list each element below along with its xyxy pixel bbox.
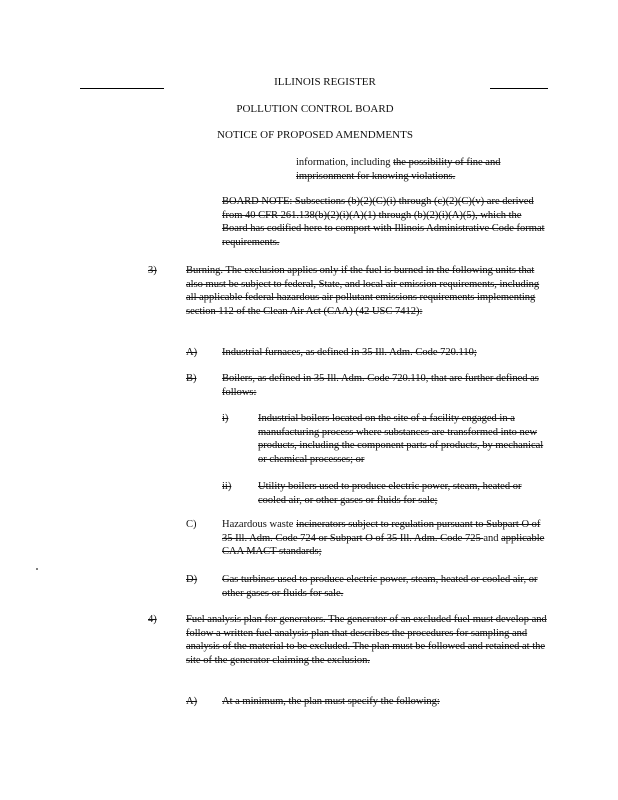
header-rule-left	[80, 88, 164, 89]
margin-mark	[36, 568, 38, 570]
continuation-text-struck: the possibility of fine and imprisonment for knowing violations.	[296, 157, 501, 182]
register-title: ILLINOIS REGISTER	[274, 76, 376, 88]
item3-number: 3)	[148, 265, 157, 276]
item3-C-text-b: incinerators subject to regulation pursuant to Subpart O of 35 Ill. Adm. Code 724 or Subpart O of 35 Ill. Adm. Code 725	[222, 519, 541, 544]
item4-A-text-b: the plan must specify the following:	[288, 696, 440, 707]
item3-A-text: Industrial furnaces, as defined in 35 Ill. Adm. Code 720.110;	[222, 347, 477, 358]
item4-A-label: A)	[186, 696, 198, 707]
item3-B-ii-label: ii)	[222, 481, 232, 492]
item3-C-text-a: Hazardous waste	[222, 519, 297, 530]
item3-C-text	[222, 518, 546, 559]
board-note	[222, 195, 546, 249]
item4-number: 4)	[148, 614, 157, 625]
item3-text-content: Burning. The exclusion applies only if the fuel is burned in the following units that also must be subject to federal, State, and local air emission requirements, including all applicable federal hazardous air pollutant emissions requirements implementing section 112 of the Clean Air Act (CAA) (42 USC 7412):	[186, 265, 540, 317]
item3-C-text-c: and	[483, 532, 502, 544]
continuation-paragraph	[296, 156, 546, 183]
item3-C-label: C)	[186, 519, 197, 530]
item3-B-ii-text: Utility boilers used to produce electric power, steam, heated or cooled air, or other gases or fluids for sale;	[258, 481, 522, 506]
item4-A-text	[222, 695, 546, 709]
item3-B-i-text: Industrial boilers located on the site of a facility engaged in a manufacturing process where substances are transformed into new products, including the component parts of products, by mechanical or chemical processes; or	[258, 413, 544, 465]
item3-A-label: A)	[186, 347, 198, 358]
item3-D-label: D)	[186, 574, 198, 585]
board-title: POLLUTION CONTROL BOARD	[236, 103, 394, 115]
item3-B-i-label: i)	[222, 413, 229, 424]
item4-text: Fuel analysis plan for generators. The generator of an excluded fuel must develop and follow a written fuel analysis plan that describes the procedures for sampling and analysis of the material to be excluded. The plan must be followed and retained at the site of the generator claiming the exclusion.	[186, 614, 547, 666]
header-rule-right	[490, 88, 548, 89]
item3-C-text-d: applicable CAA MACT standards;	[222, 532, 545, 558]
item3-D-text: Gas turbines used to produce electric power, steam, heated or cooled air, or other gases or fluids for sale.	[222, 574, 538, 599]
continuation-text-plain: information, including	[296, 157, 394, 168]
item4-A-text-a: At a minimum,	[222, 696, 289, 707]
item3-B-label: B)	[186, 373, 197, 384]
notice-title: NOTICE OF PROPOSED AMENDMENTS	[217, 129, 413, 141]
item3-B-text: Boilers, as defined in 35 Ill. Adm. Code 720.110, that are further defined as follows:	[222, 373, 539, 398]
item3-text	[186, 264, 546, 318]
board-note-text: Subsections (b)(2)(C)(i) through (c)(2)(C)(v) are derived from 40 CFR 261.138(b)(2)(i)(A)(1) through (b)(2)(i)(A)(5), which the Board has codified here to comport with Illinois Administrative Code format requirements.	[222, 196, 545, 248]
board-note-label: BOARD NOTE:	[222, 196, 293, 207]
